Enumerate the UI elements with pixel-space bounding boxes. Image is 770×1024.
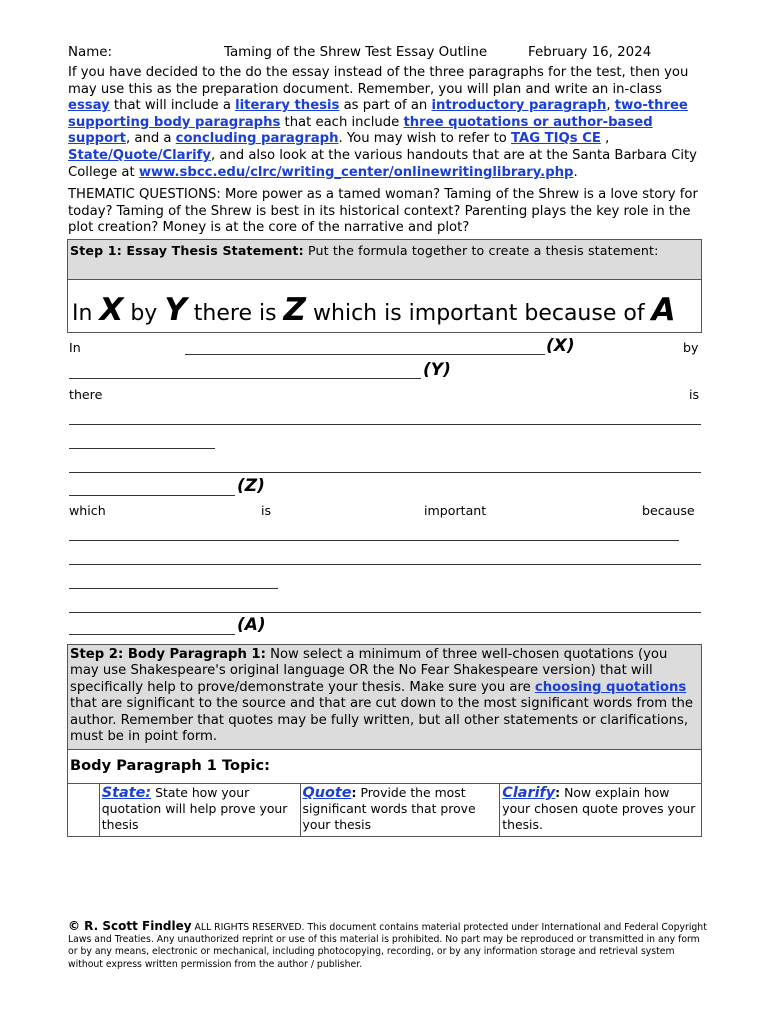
document-title: Taming of the Shrew Test Essay Outline xyxy=(224,45,488,60)
essay-link[interactable]: essay xyxy=(68,98,110,114)
step2-box xyxy=(67,644,702,750)
fill-word-which: which xyxy=(69,502,106,518)
page-header xyxy=(68,45,702,65)
blank-line-z4[interactable] xyxy=(69,495,235,496)
step1-box xyxy=(67,239,702,280)
state-text: State how your quotation will help prove your thesis xyxy=(101,784,288,832)
fill-word-there: there xyxy=(69,386,103,402)
copyright-text: ALL RIGHTS RESERVED. This document contains material protected under International and Federal Copyright Laws and Treaties. Any unauthorized reprint or use of this material is prohibited. No part may be reproduced or transmitted in any form or by any means, electronic or mechanical, including photocopying, recording, or by any information storage and retrieval system without express written permission from the author / publisher. xyxy=(68,922,707,970)
quote-heading: Quote xyxy=(302,784,352,801)
intro-text: , xyxy=(606,98,615,114)
sbcc-url-link[interactable]: www.sbcc.edu/clrc/writing_center/onlinewritinglibrary.php xyxy=(138,164,574,180)
fill-word-is2: is xyxy=(261,502,272,518)
tag-tiqs-ce-link[interactable]: TAG TIQs CE xyxy=(511,131,601,147)
formula-y: Y xyxy=(164,291,187,328)
intro-text: , and also look at the various handouts that are at the Santa Barbara City College at xyxy=(68,147,697,180)
concluding-paragraph-link[interactable]: concluding paragraph xyxy=(175,131,339,147)
state-quote-clarify-link[interactable]: State/Quote/Clarify xyxy=(68,147,211,163)
thesis-formula xyxy=(67,280,702,333)
quote-text: Provide the most significant words that prove your thesis xyxy=(302,784,476,832)
introductory-paragraph-link[interactable]: introductory paragraph xyxy=(431,98,607,114)
intro-text: , and a xyxy=(126,131,176,147)
formula-word: which is important because of xyxy=(306,300,652,326)
formula-word: there is xyxy=(186,300,284,326)
step1-text: Put the formula together to create a thesis statement: xyxy=(303,242,659,258)
fill-word-in: In xyxy=(69,339,81,355)
blank-line-y[interactable] xyxy=(69,378,421,379)
state-quote-clarify-table xyxy=(67,784,702,837)
label-x: (X) xyxy=(546,335,575,356)
name-label: Name: xyxy=(68,45,113,60)
thematic-questions: THEMATIC QUESTIONS: More power as a tamed woman? Taming of the Shrew is a love story for today? Taming of the Shrew is best in its historical context? Parenting plays the key role in the plot creation? Money is at the core of the narrative and plot? xyxy=(68,187,698,236)
state-column[interactable] xyxy=(100,784,301,836)
clarify-column[interactable] xyxy=(500,784,701,836)
formula-a: A xyxy=(651,291,676,328)
step2-heading: Step 2: Body Paragraph 1: xyxy=(70,646,266,662)
clarify-heading: Clarify xyxy=(502,784,556,801)
copyright-author: © R. Scott Findley xyxy=(68,919,192,933)
quote-colon: : xyxy=(351,784,357,800)
blank-line-z3[interactable] xyxy=(69,472,701,473)
quote-column[interactable] xyxy=(301,784,501,836)
document-date: February 16, 2024 xyxy=(528,45,652,60)
intro-text: , xyxy=(600,131,610,147)
body-paragraph-topic[interactable]: Body Paragraph 1 Topic: xyxy=(67,750,702,784)
three-quotations-link[interactable]: three quotations or author-based support xyxy=(68,114,653,147)
formula-word: by xyxy=(123,300,165,326)
intro-paragraph xyxy=(68,65,702,181)
blank-line-a2[interactable] xyxy=(69,564,701,565)
clarify-colon: : xyxy=(555,784,561,800)
copyright-footer xyxy=(68,920,708,971)
fill-word-is: is xyxy=(689,386,700,402)
label-a: (A) xyxy=(237,614,266,635)
step2-text: Now select a minimum of three well-chosen quotations (you may use Shakespeare's original language OR the No Fear Shakespeare version) that will specifically help to prove/demonstrate your thesis. Make sure you are xyxy=(70,646,668,695)
literary-thesis-link[interactable]: literary thesis xyxy=(235,98,340,114)
state-heading: State: xyxy=(101,784,152,801)
fill-word-because: because xyxy=(642,502,695,518)
blank-line-a1[interactable] xyxy=(69,540,679,541)
intro-text: as part of an xyxy=(339,98,432,114)
intro-text: . You may wish to refer to xyxy=(338,131,512,147)
label-y: (Y) xyxy=(423,359,451,380)
intro-text: If you have decided to the do the essay instead of the three paragraphs for the test, then you may use this as the preparation document. Remember, you will plan and write an in-class xyxy=(68,65,689,97)
blank-line-a3[interactable] xyxy=(69,588,278,589)
fill-word-by: by xyxy=(683,339,699,355)
blank-line-z1[interactable] xyxy=(69,424,701,425)
choosing-quotations-link[interactable]: choosing quotations xyxy=(534,679,687,695)
blank-line-a4[interactable] xyxy=(69,612,701,613)
blank-line-x[interactable] xyxy=(185,354,545,355)
step2-text: that are significant to the source and that are cut down to the most significant words from the author. Remember that quotes may be fully written, but all other statements or clarifications, must be in point form. xyxy=(70,696,693,745)
blank-line-z2[interactable] xyxy=(69,448,215,449)
intro-text: that will include a xyxy=(109,98,236,114)
intro-text: . xyxy=(573,164,578,180)
document-page xyxy=(68,45,702,837)
formula-word: In xyxy=(72,300,100,326)
thesis-fill-in-area xyxy=(68,333,702,635)
blank-line-a5[interactable] xyxy=(69,634,235,635)
fill-word-important: important xyxy=(424,502,487,518)
formula-z: Z xyxy=(283,291,307,328)
clarify-text: Now explain how your chosen quote proves your thesis. xyxy=(502,784,696,832)
formula-x: X xyxy=(99,291,124,328)
intro-text: that each include xyxy=(280,114,404,130)
table-margin-cell xyxy=(68,784,100,836)
body-paragraphs-link[interactable]: two-three supporting body paragraphs xyxy=(68,98,688,130)
step1-heading: Step 1: Essay Thesis Statement: xyxy=(70,242,304,258)
label-z: (Z) xyxy=(237,475,265,496)
